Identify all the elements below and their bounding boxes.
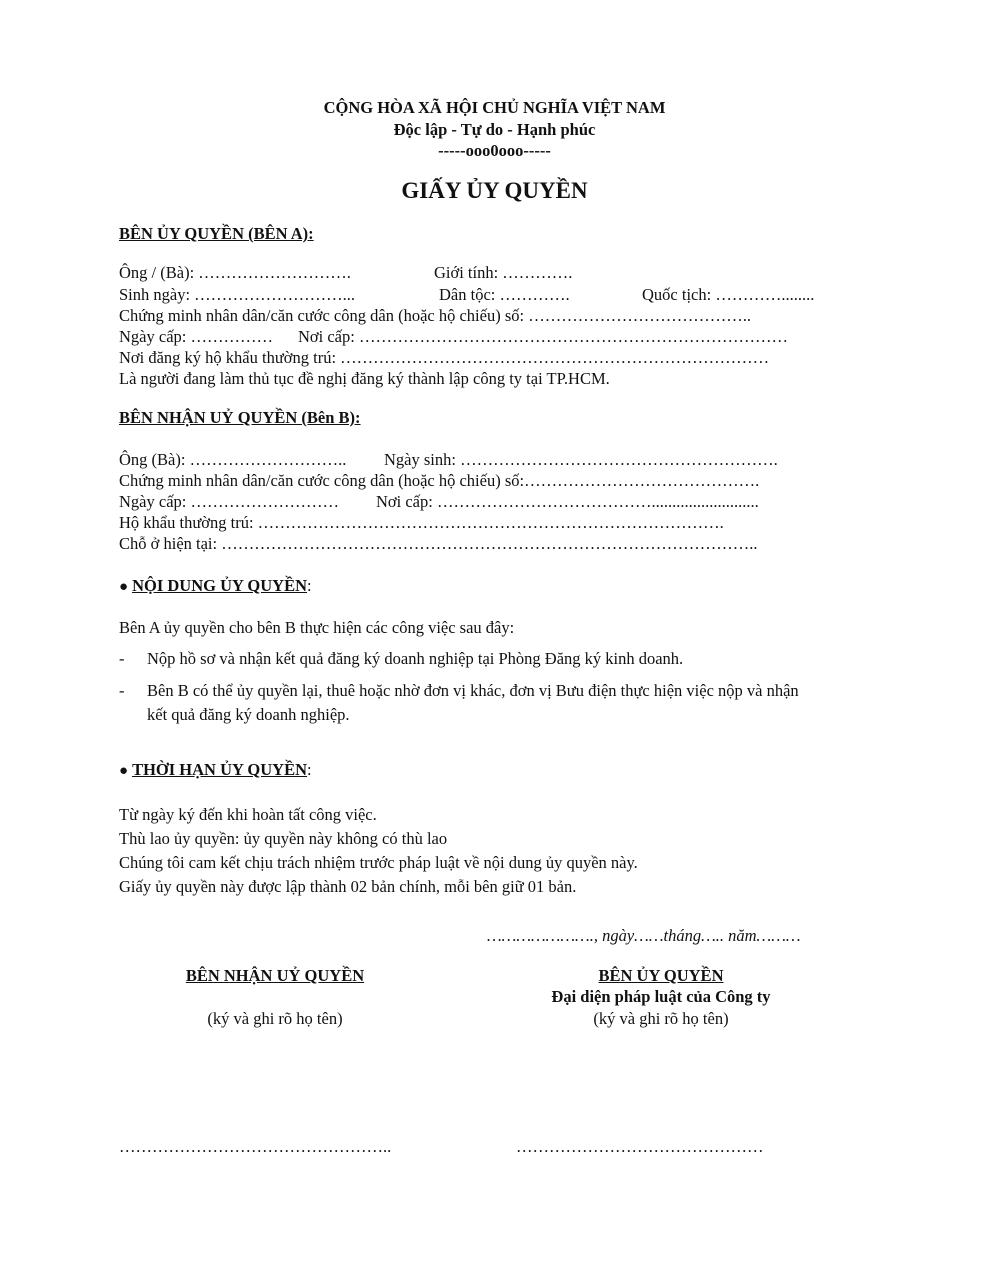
document-title: GIẤY ỦY QUYỀN xyxy=(401,178,588,203)
term-line-1: Từ ngày ký đến khi hoàn tất công việc. xyxy=(119,805,377,824)
content-item-1-text: Nộp hồ sơ và nhận kết quả đăng ký doanh nghiệp tại Phòng Đăng ký kinh doanh. xyxy=(147,649,684,668)
party-b-dob: Ngày sinh: …………………………………………………. xyxy=(384,450,778,469)
content-heading-colon: : xyxy=(307,576,312,595)
right-signer-note: (ký và ghi rõ họ tên) xyxy=(593,1009,729,1028)
term-heading-colon: : xyxy=(307,760,312,779)
party-b-issue-place: Nơi cấp: ………………………………….......................... xyxy=(376,492,759,511)
party-a-heading: BÊN ỦY QUYỀN (BÊN A): xyxy=(119,224,314,243)
party-a-residence: Nơi đăng ký hộ khẩu thường trú: …………………………………………………………………… xyxy=(119,348,770,367)
party-b-residence: Hộ khẩu thường trú: …………………………………………………………………………. xyxy=(119,513,724,532)
party-a-issue-place: Nơi cấp: …………………………………………………………………… xyxy=(298,327,788,346)
signature-date-line: …………………., ngày……tháng….. năm……… xyxy=(487,926,801,945)
dash-marker: - xyxy=(119,681,125,700)
content-item-2-line-1: Bên B có thể ủy quyền lại, thuê hoặc nhờ đơn vị khác, đơn vị Bưu điện thực hiện việc nộp và nhận xyxy=(147,681,799,700)
left-signer-note: (ký và ghi rõ họ tên) xyxy=(207,1009,343,1028)
bullet-icon: ● xyxy=(119,763,129,779)
content-item-2-line-2: kết quả đăng ký doanh nghiệp. xyxy=(147,705,350,724)
party-b-issue-date: Ngày cấp: ……………………… xyxy=(119,492,339,511)
party-a-issue-date: Ngày cấp: …………… xyxy=(119,327,273,346)
header-divider: -----ooo0ooo----- xyxy=(438,141,551,160)
left-signer-title: BÊN NHẬN UỶ QUYỀN xyxy=(185,966,365,985)
term-line-3: Chúng tôi cam kết chịu trách nhiệm trước pháp luật về nội dung ủy quyền này. xyxy=(119,853,638,872)
party-b-heading: BÊN NHẬN UỶ QUYỀN (Bên B): xyxy=(119,408,361,427)
party-b-id-number: Chứng minh nhân dân/căn cước công dân (hoặc hộ chiếu) số:……………………………………. xyxy=(119,471,760,490)
bullet-icon: ● xyxy=(119,579,129,595)
left-signature-line: ………………………………………….. xyxy=(119,1137,392,1156)
party-a-dob: Sinh ngày: ………………………... xyxy=(119,285,356,304)
content-intro: Bên A ủy quyền cho bên B thực hiện các công việc sau đây: xyxy=(119,618,515,637)
term-heading-row xyxy=(119,760,312,780)
content-heading: NỘI DUNG ỦY QUYỀN xyxy=(132,576,307,595)
party-b-current-address: Chỗ ở hiện tại: …………………………………………………………………………………….. xyxy=(119,534,758,553)
party-a-nationality: Quốc tịch: …………........ xyxy=(642,285,815,304)
term-heading: THỜI HẠN ỦY QUYỀN xyxy=(132,760,308,779)
party-a-name: Ông / (Bà): ………………………. xyxy=(119,263,351,282)
motto: Độc lập - Tự do - Hạnh phúc xyxy=(393,120,596,139)
party-a-note: Là người đang làm thủ tục đề nghị đăng ký thành lập công ty tại TP.HCM. xyxy=(119,369,610,388)
country-name: CỘNG HÒA XÃ HỘI CHỦ NGHĨA VIỆT NAM xyxy=(323,98,666,117)
right-signer-title: BÊN ỦY QUYỀN xyxy=(598,966,724,985)
party-b-name: Ông (Bà): ……………………….. xyxy=(119,450,347,469)
dash-marker: - xyxy=(119,649,125,668)
party-a-ethnicity: Dân tộc: …………. xyxy=(439,285,570,304)
content-heading-row xyxy=(119,576,312,596)
right-signature-line: ……………………………………… xyxy=(516,1137,764,1156)
term-line-2: Thù lao ủy quyền: ủy quyền này không có thù lao xyxy=(119,829,448,848)
term-line-4: Giấy ủy quyền này được lập thành 02 bản chính, mỗi bên giữ 01 bản. xyxy=(119,877,577,896)
party-a-id-number: Chứng minh nhân dân/căn cước công dân (hoặc hộ chiếu) số: ………………………………….. xyxy=(119,306,751,325)
party-a-gender: Giới tính: …………. xyxy=(434,263,573,282)
right-signer-subtitle: Đại diện pháp luật của Công ty xyxy=(551,987,771,1006)
